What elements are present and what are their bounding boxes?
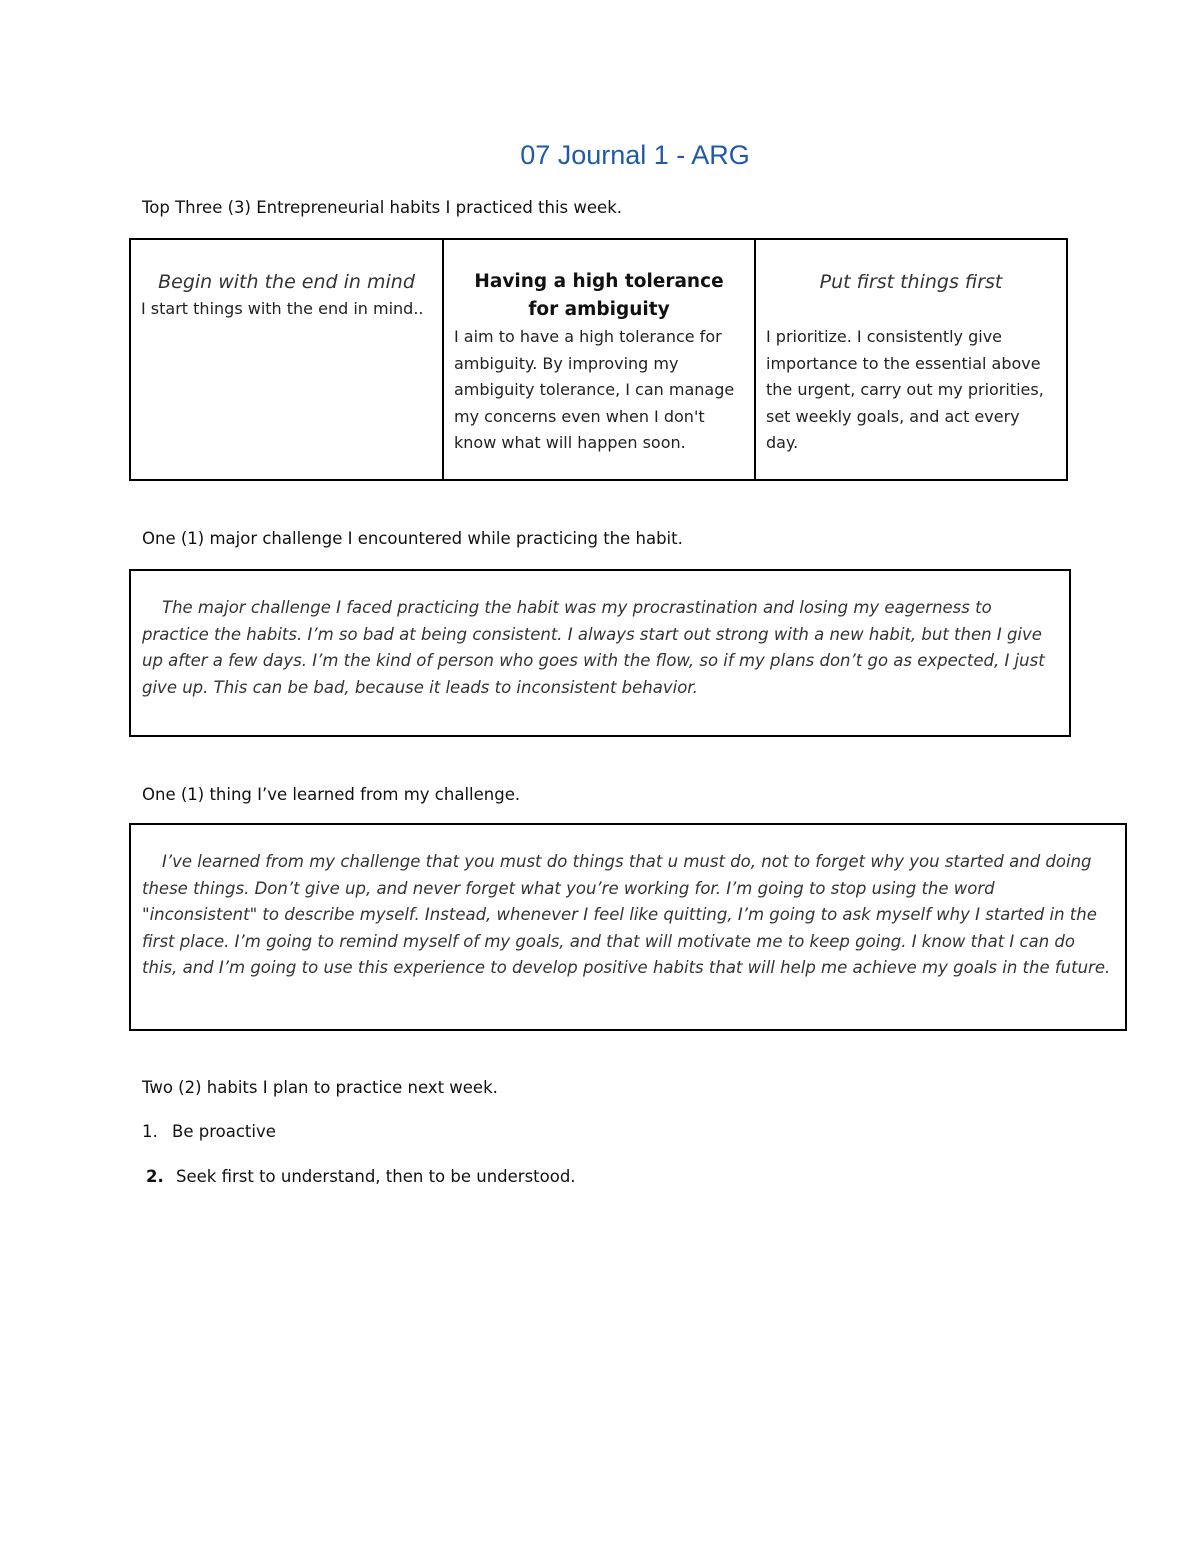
habit-heading: Having a high tolerance for ambiguity	[474, 271, 724, 320]
plan-text: Seek first to understand, then to be understood.	[176, 1167, 576, 1186]
habit-cell-2	[444, 240, 756, 479]
habit-cell-1	[131, 240, 444, 479]
list-number: 2.	[146, 1167, 164, 1186]
challenge-box	[129, 569, 1071, 737]
habit-description: I prioritize. I consistently give importance to the essential above the urgent, carry out my priorities, set weekly goals, and act every day.	[766, 327, 1044, 453]
learned-label: One (1) thing I’ve learned from my challenge.	[142, 785, 521, 804]
learned-text: I’ve learned from my challenge that you must do things that u must do, not to forget why you started and doing these things. Don’t give up, and never forget what you’re working for. I’m going to stop using the word "inconsistent" to describe myself. Instead, whenever I feel like quitting, I’m going to ask myself why I started in the first place. I’m going to remind myself of my goals, and that will motivate me to keep going. I know that I can do this, and I’m going to use this experience to develop positive habits that will help me achieve my goals in the future.	[142, 852, 1111, 977]
challenge-label: One (1) major challenge I encountered while practicing the habit.	[142, 529, 683, 548]
plan-item-2	[146, 1167, 576, 1186]
plan-item-1	[142, 1122, 276, 1141]
plan-text: Be proactive	[172, 1122, 276, 1141]
next-week-label: Two (2) habits I plan to practice next week.	[142, 1078, 498, 1097]
list-number: 1.	[142, 1122, 158, 1141]
challenge-text: The major challenge I faced practicing the habit was my procrastination and losing my eagerness to practice the habits. I’m so bad at being consistent. I always start out strong with a new habit, but then I give up after a few days. I’m the kind of person who goes with the flow, so if my plans don’t go as expected, I just give up. This can be bad, because it leads to inconsistent behavior.	[142, 598, 1045, 697]
habit-description: I aim to have a high tolerance for ambiguity. By improving my ambiguity tolerance, I can manage my concerns even when I don't know what will happen soon.	[454, 327, 735, 453]
habits-table	[129, 238, 1068, 481]
learned-box	[129, 823, 1127, 1031]
top-habits-label: Top Three (3) Entrepreneurial habits I practiced this week.	[142, 198, 622, 217]
habit-heading: Put first things first	[819, 271, 1003, 293]
habit-cell-3	[756, 240, 1066, 479]
habit-description: I start things with the end in mind..	[141, 299, 424, 318]
document-title: 07 Journal 1 - ARG	[520, 140, 750, 170]
habit-heading: Begin with the end in mind	[158, 271, 415, 293]
